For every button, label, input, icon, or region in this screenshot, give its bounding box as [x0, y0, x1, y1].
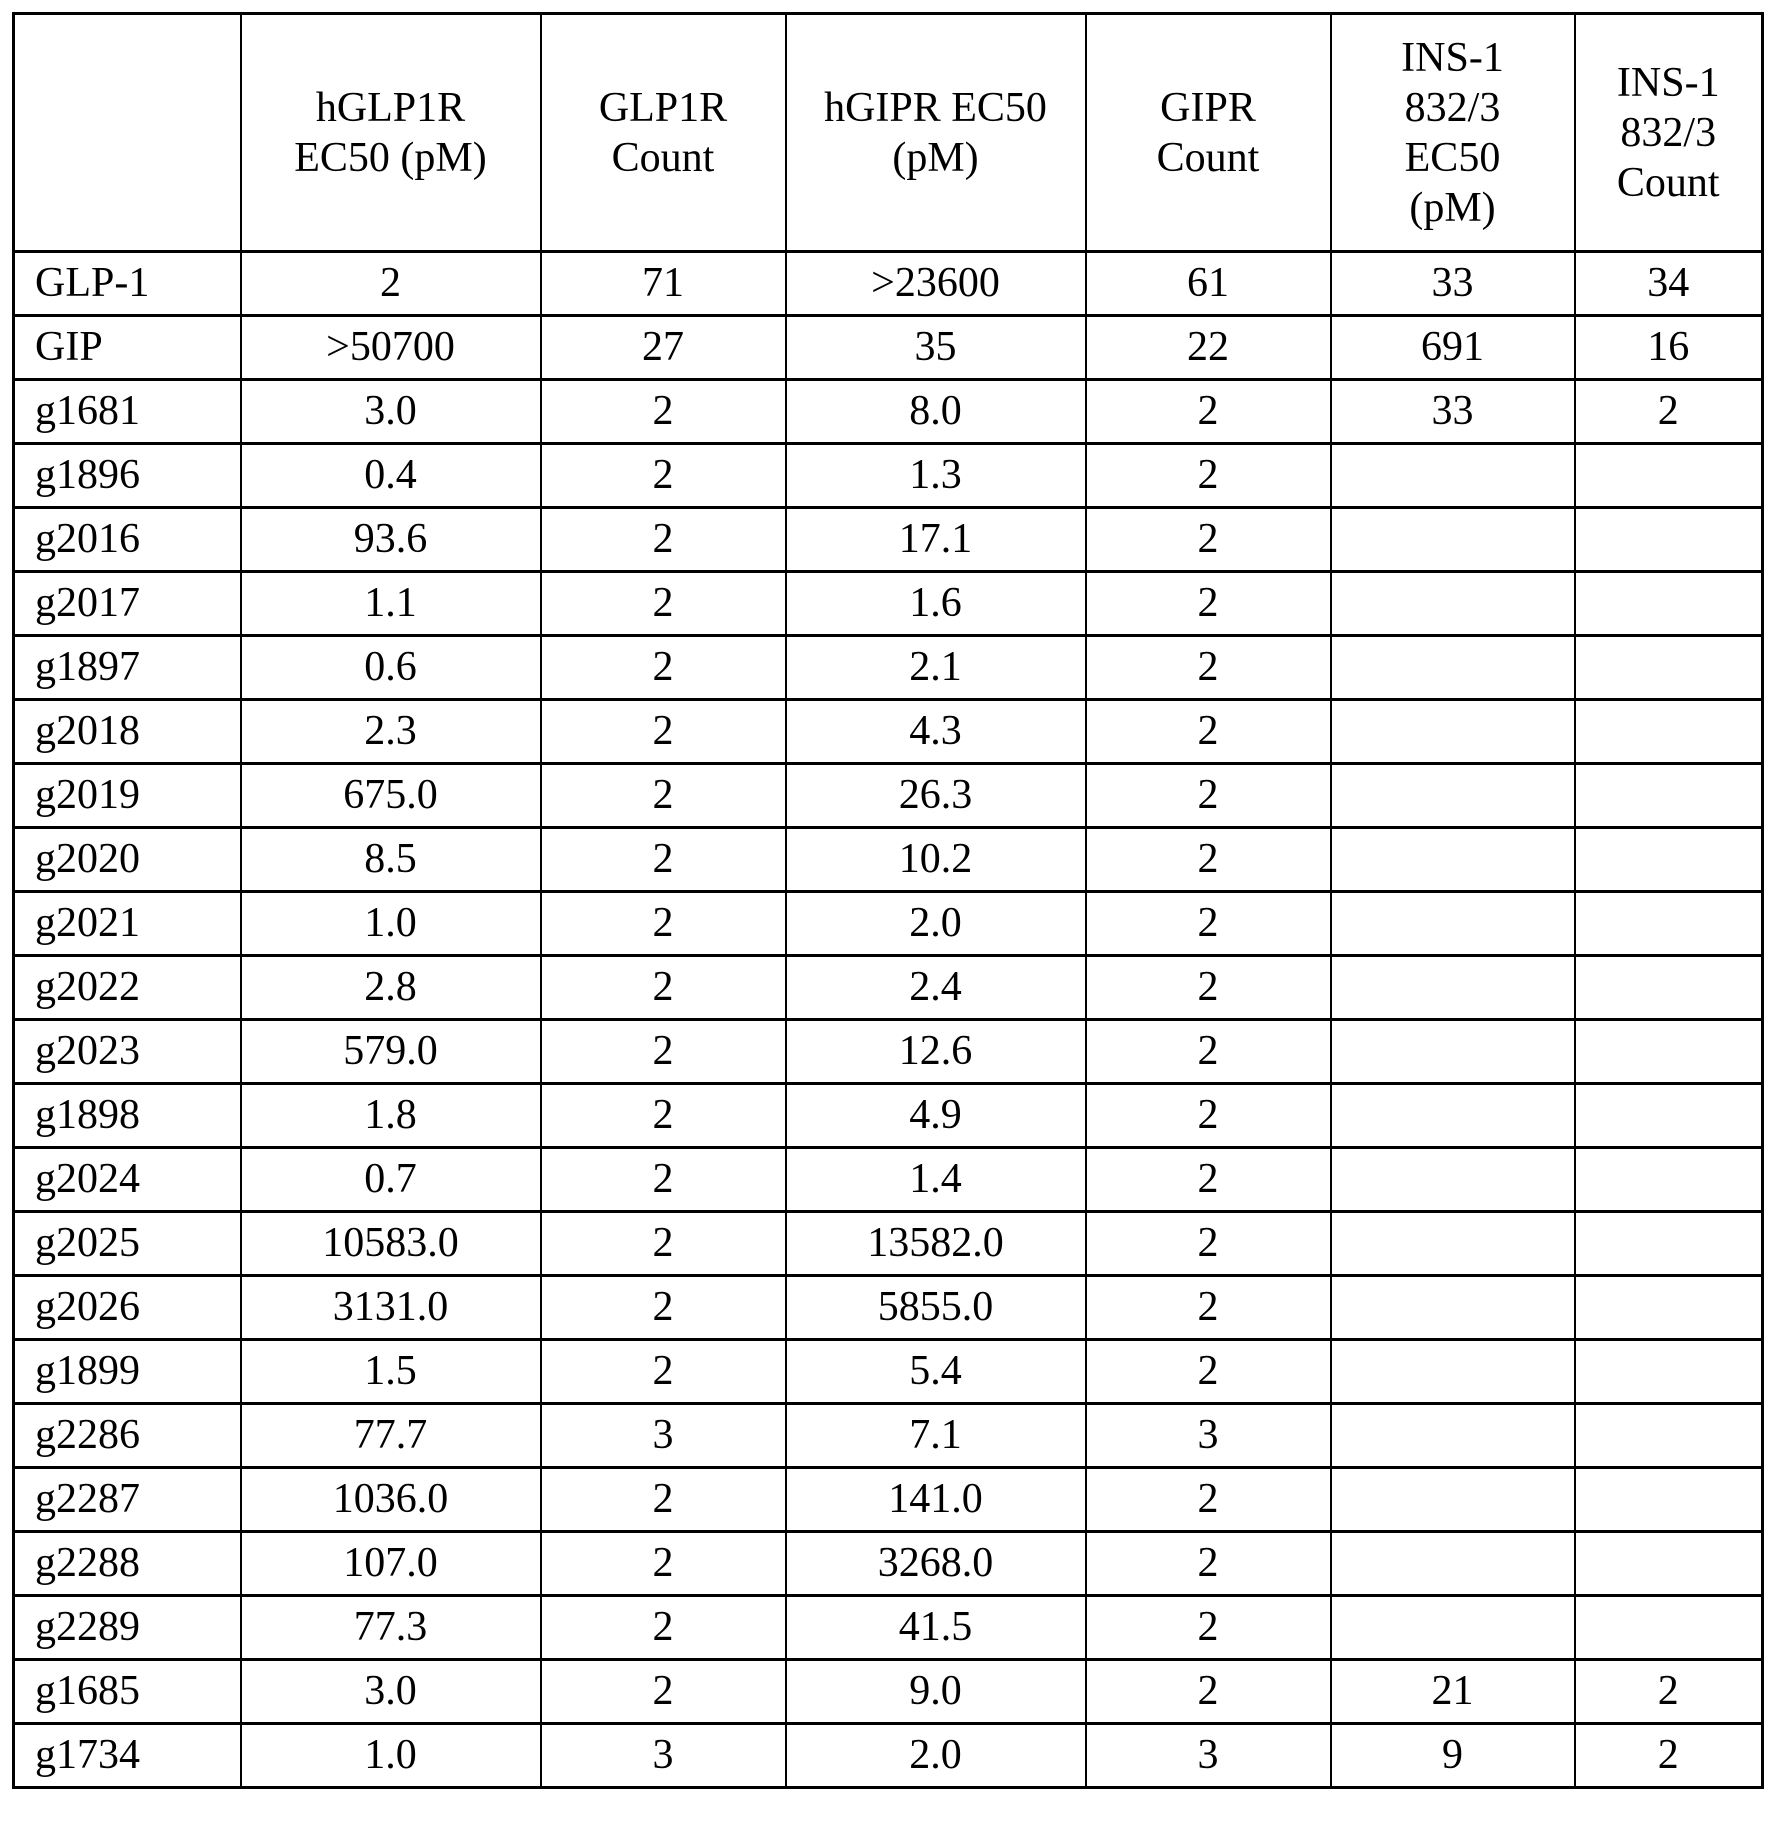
cell-hglp1r-ec50: 675.0	[241, 764, 541, 828]
cell-ins1-count: 2	[1575, 1724, 1763, 1788]
cell-hglp1r-ec50: 1036.0	[241, 1468, 541, 1532]
cell-gipr-count: 2	[1086, 1660, 1331, 1724]
cell-glp1r-count: 2	[541, 444, 786, 508]
table-row	[14, 1340, 1763, 1404]
cell-glp1r-count: 2	[541, 1276, 786, 1340]
cell-hgipr-ec50: 41.5	[786, 1596, 1086, 1660]
cell-ins1-ec50	[1331, 1276, 1575, 1340]
cell-hglp1r-ec50: 8.5	[241, 828, 541, 892]
cell-hglp1r-ec50: 3131.0	[241, 1276, 541, 1340]
cell-hglp1r-ec50: 2	[241, 252, 541, 316]
cell-ins1-ec50	[1331, 508, 1575, 572]
cell-ins1-ec50	[1331, 1404, 1575, 1468]
cell-ins1-ec50: 9	[1331, 1724, 1575, 1788]
cell-ins1-ec50	[1331, 1084, 1575, 1148]
header-gipr-count: GIPR Count	[1086, 14, 1331, 252]
cell-ins1-ec50	[1331, 700, 1575, 764]
cell-ins1-count	[1575, 892, 1763, 956]
cell-gipr-count: 2	[1086, 828, 1331, 892]
table-row	[14, 380, 1763, 444]
cell-gipr-count: 2	[1086, 1468, 1331, 1532]
cell-glp1r-count: 2	[541, 380, 786, 444]
cell-compound: g1896	[14, 444, 241, 508]
cell-ins1-ec50	[1331, 764, 1575, 828]
cell-glp1r-count: 2	[541, 1084, 786, 1148]
cell-ins1-count	[1575, 1596, 1763, 1660]
cell-hgipr-ec50: 17.1	[786, 508, 1086, 572]
cell-compound: g2016	[14, 508, 241, 572]
cell-glp1r-count: 2	[541, 1148, 786, 1212]
data-table	[12, 12, 1764, 1789]
table-row	[14, 1404, 1763, 1468]
cell-ins1-count: 34	[1575, 252, 1763, 316]
cell-hgipr-ec50: 1.4	[786, 1148, 1086, 1212]
cell-gipr-count: 2	[1086, 892, 1331, 956]
cell-ins1-ec50: 691	[1331, 316, 1575, 380]
cell-glp1r-count: 2	[541, 1660, 786, 1724]
table-row	[14, 1276, 1763, 1340]
cell-gipr-count: 2	[1086, 1276, 1331, 1340]
cell-ins1-count	[1575, 1340, 1763, 1404]
cell-hgipr-ec50: 5855.0	[786, 1276, 1086, 1340]
cell-compound: g2022	[14, 956, 241, 1020]
cell-gipr-count: 2	[1086, 1148, 1331, 1212]
cell-ins1-count: 2	[1575, 1660, 1763, 1724]
cell-compound: GLP-1	[14, 252, 241, 316]
header-ins1-count: INS-1 832/3 Count	[1575, 14, 1763, 252]
cell-hgipr-ec50: 2.0	[786, 892, 1086, 956]
cell-compound: g1734	[14, 1724, 241, 1788]
cell-hglp1r-ec50: 1.0	[241, 1724, 541, 1788]
cell-ins1-ec50: 21	[1331, 1660, 1575, 1724]
cell-ins1-ec50	[1331, 1212, 1575, 1276]
cell-ins1-count	[1575, 764, 1763, 828]
cell-hgipr-ec50: 4.9	[786, 1084, 1086, 1148]
header-glp1r-count: GLP1R Count	[541, 14, 786, 252]
table-row	[14, 1020, 1763, 1084]
cell-gipr-count: 2	[1086, 1084, 1331, 1148]
cell-gipr-count: 2	[1086, 956, 1331, 1020]
cell-gipr-count: 2	[1086, 764, 1331, 828]
table-row	[14, 316, 1763, 380]
cell-ins1-count	[1575, 1532, 1763, 1596]
cell-compound: g1681	[14, 380, 241, 444]
header-cell-blank	[14, 14, 241, 252]
table-row	[14, 508, 1763, 572]
table-row	[14, 700, 1763, 764]
cell-compound: g2288	[14, 1532, 241, 1596]
table-row	[14, 636, 1763, 700]
cell-gipr-count: 2	[1086, 1340, 1331, 1404]
cell-compound: g2017	[14, 572, 241, 636]
cell-ins1-ec50: 33	[1331, 380, 1575, 444]
cell-hgipr-ec50: 3268.0	[786, 1532, 1086, 1596]
cell-hgipr-ec50: 2.4	[786, 956, 1086, 1020]
table-row	[14, 1148, 1763, 1212]
cell-gipr-count: 2	[1086, 1596, 1331, 1660]
cell-ins1-count	[1575, 508, 1763, 572]
cell-ins1-count	[1575, 700, 1763, 764]
cell-gipr-count: 2	[1086, 1532, 1331, 1596]
cell-glp1r-count: 2	[541, 700, 786, 764]
cell-gipr-count: 2	[1086, 1212, 1331, 1276]
cell-compound: g2018	[14, 700, 241, 764]
cell-hglp1r-ec50: 579.0	[241, 1020, 541, 1084]
cell-compound: g2287	[14, 1468, 241, 1532]
cell-gipr-count: 2	[1086, 508, 1331, 572]
table-row	[14, 956, 1763, 1020]
cell-gipr-count: 3	[1086, 1724, 1331, 1788]
cell-gipr-count: 22	[1086, 316, 1331, 380]
cell-glp1r-count: 71	[541, 252, 786, 316]
table-row	[14, 828, 1763, 892]
cell-hglp1r-ec50: 0.4	[241, 444, 541, 508]
cell-ins1-count	[1575, 1404, 1763, 1468]
header-ins1-ec50: INS-1 832/3 EC50 (pM)	[1331, 14, 1575, 252]
cell-hglp1r-ec50: >50700	[241, 316, 541, 380]
cell-ins1-count	[1575, 636, 1763, 700]
cell-hglp1r-ec50: 77.3	[241, 1596, 541, 1660]
cell-hglp1r-ec50: 1.5	[241, 1340, 541, 1404]
cell-glp1r-count: 2	[541, 1212, 786, 1276]
cell-glp1r-count: 3	[541, 1404, 786, 1468]
cell-hgipr-ec50: 1.6	[786, 572, 1086, 636]
header-hgipr-ec50: hGIPR EC50 (pM)	[786, 14, 1086, 252]
cell-glp1r-count: 3	[541, 1724, 786, 1788]
cell-hglp1r-ec50: 10583.0	[241, 1212, 541, 1276]
cell-ins1-ec50	[1331, 572, 1575, 636]
cell-glp1r-count: 2	[541, 1532, 786, 1596]
cell-compound: GIP	[14, 316, 241, 380]
cell-hglp1r-ec50: 1.8	[241, 1084, 541, 1148]
cell-compound: g2020	[14, 828, 241, 892]
cell-ins1-count	[1575, 1468, 1763, 1532]
cell-ins1-ec50	[1331, 1340, 1575, 1404]
cell-gipr-count: 2	[1086, 636, 1331, 700]
cell-hgipr-ec50: 1.3	[786, 444, 1086, 508]
cell-hglp1r-ec50: 2.8	[241, 956, 541, 1020]
cell-gipr-count: 2	[1086, 572, 1331, 636]
cell-ins1-count	[1575, 572, 1763, 636]
cell-glp1r-count: 2	[541, 828, 786, 892]
cell-hgipr-ec50: 12.6	[786, 1020, 1086, 1084]
cell-hglp1r-ec50: 1.0	[241, 892, 541, 956]
cell-hgipr-ec50: 9.0	[786, 1660, 1086, 1724]
cell-hglp1r-ec50: 77.7	[241, 1404, 541, 1468]
cell-ins1-count	[1575, 1212, 1763, 1276]
cell-ins1-ec50	[1331, 956, 1575, 1020]
cell-compound: g2023	[14, 1020, 241, 1084]
cell-glp1r-count: 2	[541, 1340, 786, 1404]
cell-compound: g2025	[14, 1212, 241, 1276]
cell-glp1r-count: 2	[541, 572, 786, 636]
cell-compound: g2019	[14, 764, 241, 828]
cell-ins1-count	[1575, 1084, 1763, 1148]
table-row	[14, 444, 1763, 508]
cell-gipr-count: 2	[1086, 700, 1331, 764]
cell-ins1-count	[1575, 1276, 1763, 1340]
cell-hgipr-ec50: 2.0	[786, 1724, 1086, 1788]
cell-glp1r-count: 2	[541, 956, 786, 1020]
table-row	[14, 1660, 1763, 1724]
cell-ins1-count: 16	[1575, 316, 1763, 380]
cell-gipr-count: 2	[1086, 380, 1331, 444]
cell-glp1r-count: 2	[541, 636, 786, 700]
cell-ins1-ec50	[1331, 444, 1575, 508]
cell-hglp1r-ec50: 107.0	[241, 1532, 541, 1596]
header-row	[14, 14, 1763, 252]
header-hglp1r-ec50: hGLP1R EC50 (pM)	[241, 14, 541, 252]
cell-hglp1r-ec50: 0.7	[241, 1148, 541, 1212]
cell-hglp1r-ec50: 0.6	[241, 636, 541, 700]
cell-gipr-count: 2	[1086, 444, 1331, 508]
cell-compound: g1685	[14, 1660, 241, 1724]
cell-glp1r-count: 2	[541, 1020, 786, 1084]
cell-hgipr-ec50: 7.1	[786, 1404, 1086, 1468]
cell-gipr-count: 2	[1086, 1020, 1331, 1084]
cell-hglp1r-ec50: 3.0	[241, 380, 541, 444]
cell-ins1-count	[1575, 444, 1763, 508]
cell-hgipr-ec50: 13582.0	[786, 1212, 1086, 1276]
cell-glp1r-count: 2	[541, 764, 786, 828]
cell-gipr-count: 3	[1086, 1404, 1331, 1468]
table-row	[14, 1468, 1763, 1532]
table-row	[14, 252, 1763, 316]
cell-ins1-ec50	[1331, 828, 1575, 892]
table-row	[14, 1532, 1763, 1596]
table-row	[14, 572, 1763, 636]
cell-hglp1r-ec50: 93.6	[241, 508, 541, 572]
cell-compound: g2026	[14, 1276, 241, 1340]
cell-ins1-ec50	[1331, 1020, 1575, 1084]
cell-ins1-ec50	[1331, 1596, 1575, 1660]
cell-hgipr-ec50: 35	[786, 316, 1086, 380]
table-row	[14, 892, 1763, 956]
cell-compound: g2289	[14, 1596, 241, 1660]
cell-hglp1r-ec50: 2.3	[241, 700, 541, 764]
table-row	[14, 764, 1763, 828]
cell-hgipr-ec50: >23600	[786, 252, 1086, 316]
cell-ins1-ec50	[1331, 892, 1575, 956]
cell-hgipr-ec50: 10.2	[786, 828, 1086, 892]
cell-gipr-count: 61	[1086, 252, 1331, 316]
cell-glp1r-count: 2	[541, 1468, 786, 1532]
cell-ins1-ec50	[1331, 1148, 1575, 1212]
cell-hgipr-ec50: 4.3	[786, 700, 1086, 764]
cell-glp1r-count: 2	[541, 1596, 786, 1660]
cell-glp1r-count: 2	[541, 892, 786, 956]
cell-glp1r-count: 2	[541, 508, 786, 572]
cell-hglp1r-ec50: 1.1	[241, 572, 541, 636]
cell-ins1-count: 2	[1575, 380, 1763, 444]
table-row	[14, 1212, 1763, 1276]
cell-hgipr-ec50: 26.3	[786, 764, 1086, 828]
cell-ins1-count	[1575, 956, 1763, 1020]
cell-compound: g1898	[14, 1084, 241, 1148]
cell-ins1-ec50: 33	[1331, 252, 1575, 316]
cell-ins1-ec50	[1331, 636, 1575, 700]
cell-compound: g2286	[14, 1404, 241, 1468]
table-row	[14, 1724, 1763, 1788]
cell-hgipr-ec50: 8.0	[786, 380, 1086, 444]
cell-compound: g2021	[14, 892, 241, 956]
cell-compound: g2024	[14, 1148, 241, 1212]
cell-ins1-count	[1575, 828, 1763, 892]
table-body	[14, 252, 1763, 1788]
cell-ins1-count	[1575, 1148, 1763, 1212]
cell-ins1-count	[1575, 1020, 1763, 1084]
cell-glp1r-count: 27	[541, 316, 786, 380]
cell-compound: g1897	[14, 636, 241, 700]
cell-ins1-ec50	[1331, 1532, 1575, 1596]
cell-ins1-ec50	[1331, 1468, 1575, 1532]
cell-hgipr-ec50: 2.1	[786, 636, 1086, 700]
table-row	[14, 1084, 1763, 1148]
table-row	[14, 1596, 1763, 1660]
cell-hgipr-ec50: 5.4	[786, 1340, 1086, 1404]
cell-hglp1r-ec50: 3.0	[241, 1660, 541, 1724]
cell-compound: g1899	[14, 1340, 241, 1404]
cell-hgipr-ec50: 141.0	[786, 1468, 1086, 1532]
